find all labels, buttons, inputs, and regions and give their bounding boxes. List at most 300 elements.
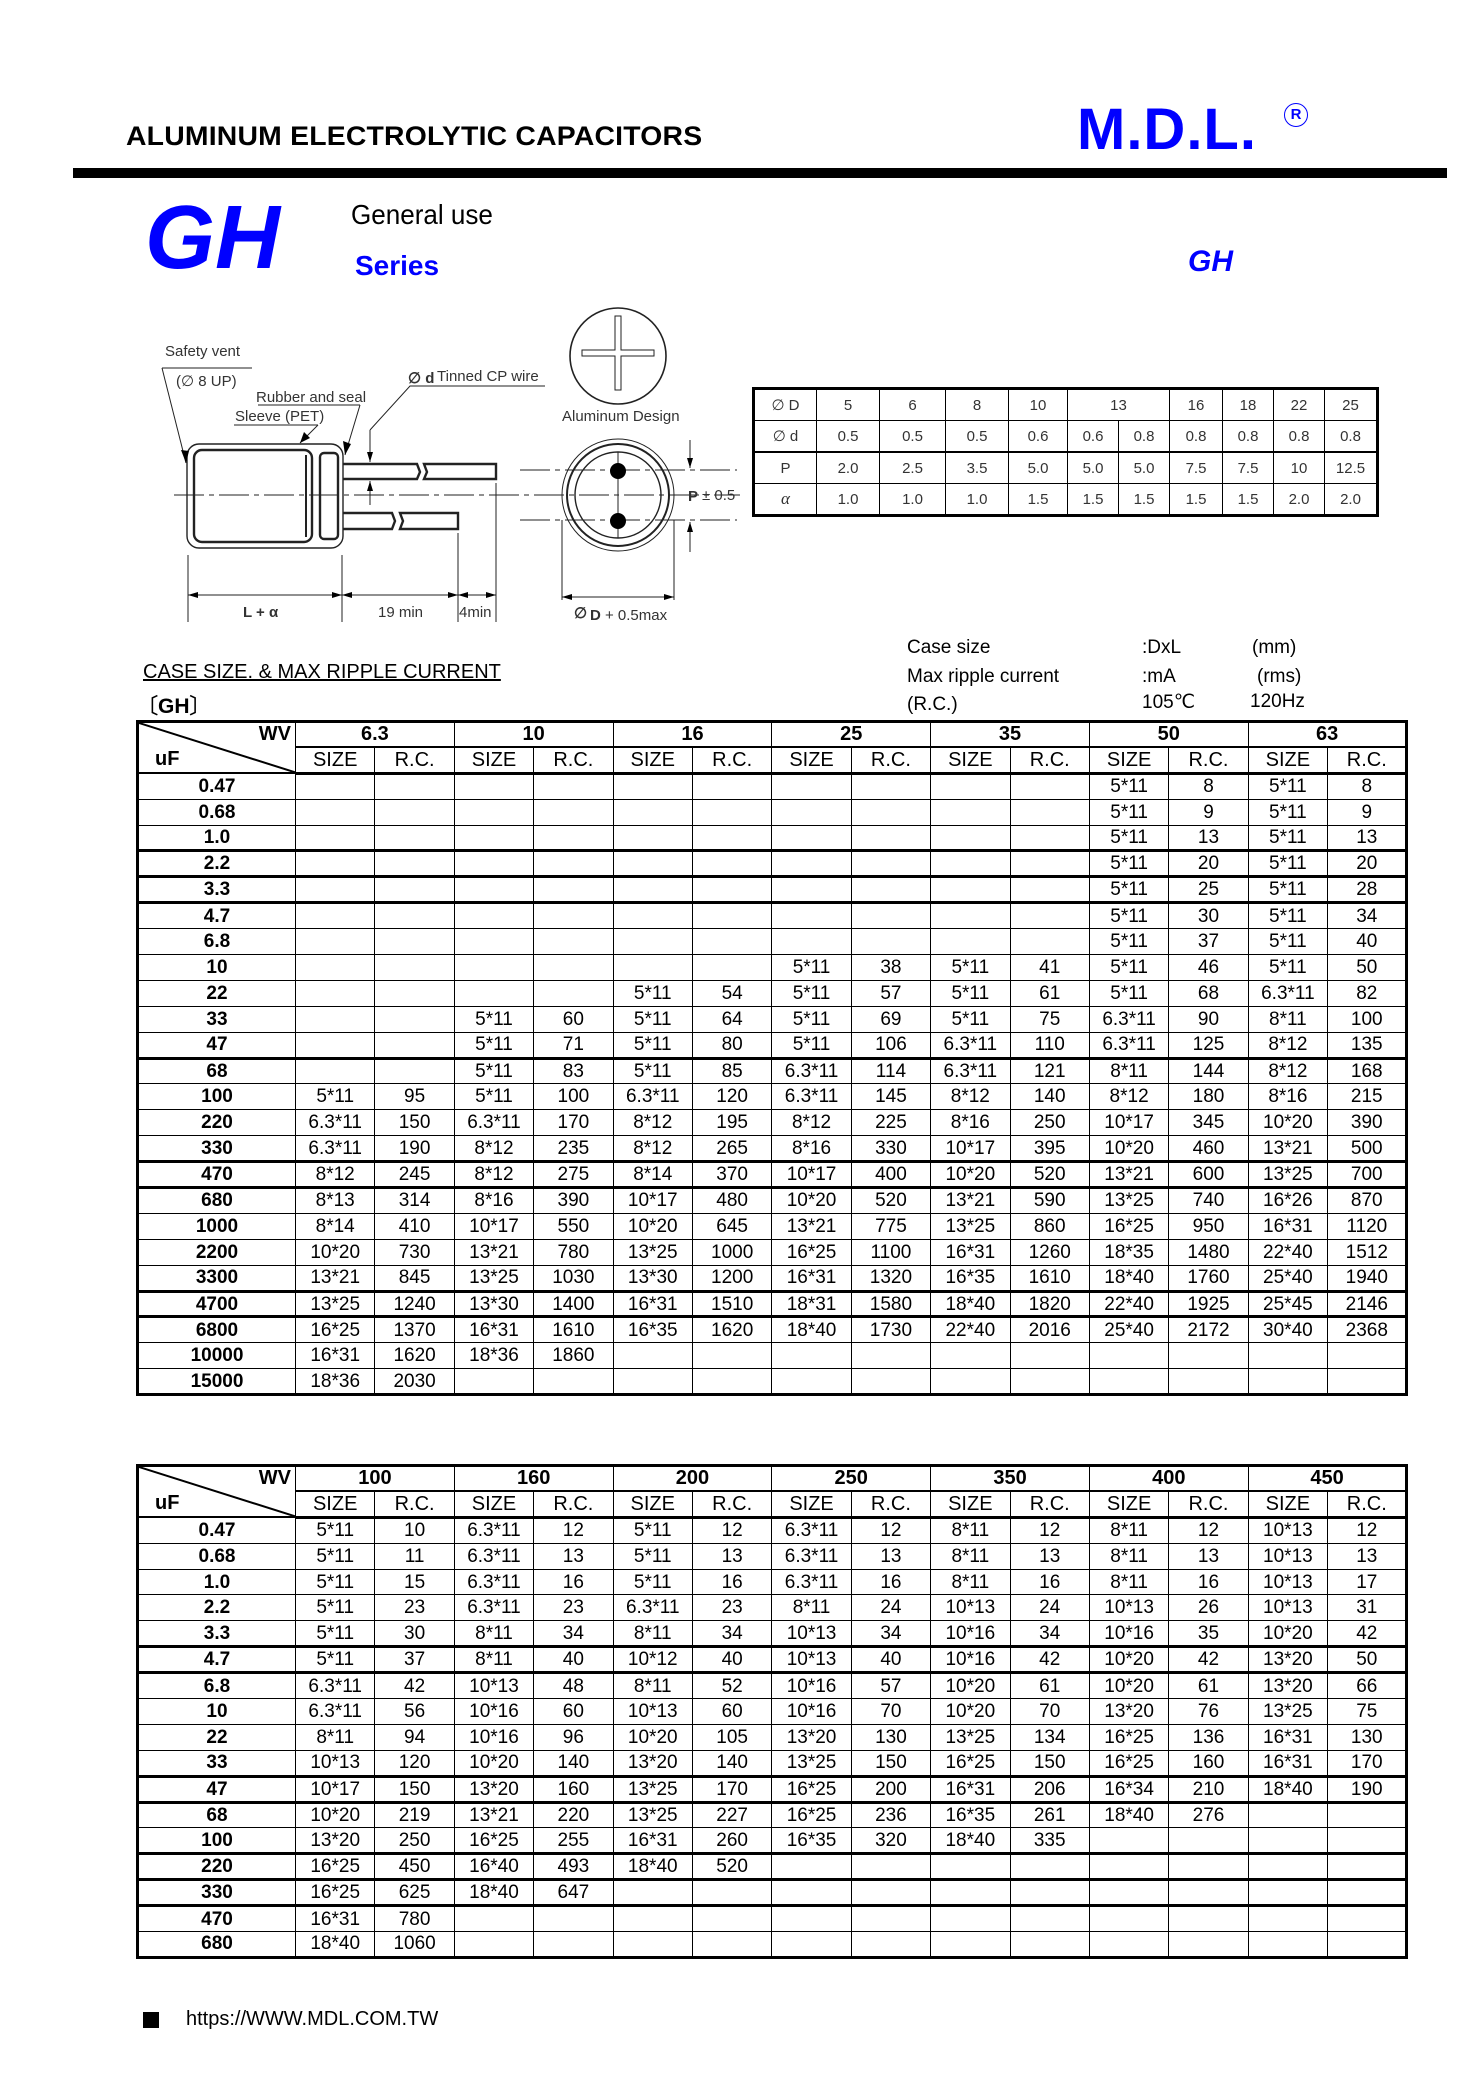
table-row <box>138 1828 1407 1854</box>
ripple-current-cell <box>851 1932 930 1958</box>
ripple-current-cell: 54 <box>692 980 771 1006</box>
rc-header: R.C. <box>375 747 454 773</box>
website-link[interactable]: https://WWW.MDL.COM.TW <box>186 2008 439 2030</box>
ripple-current-cell: 20 <box>1328 851 1407 877</box>
ripple-current-cell: 236 <box>851 1802 930 1828</box>
ripple-current-cell <box>534 1369 613 1395</box>
capacitance-cell: 680 <box>138 1932 296 1958</box>
voltage-header: 400 <box>1089 1466 1248 1492</box>
table-row <box>138 1517 1407 1543</box>
table-row <box>138 1647 1407 1673</box>
table-row <box>138 1136 1407 1162</box>
dim-cell: 16 <box>1170 389 1223 421</box>
ripple-current-cell: 950 <box>1169 1213 1248 1239</box>
size-cell: 10*20 <box>931 1673 1010 1699</box>
size-cell: 10*20 <box>613 1213 692 1239</box>
size-cell: 13*25 <box>1248 1699 1327 1725</box>
size-cell: 16*35 <box>613 1317 692 1343</box>
ripple-current-cell: 370 <box>692 1162 771 1188</box>
ripple-current-cell: 13 <box>1169 825 1248 851</box>
size-cell: 13*25 <box>613 1776 692 1802</box>
ripple-table-low-voltage <box>136 720 1408 1396</box>
table-row <box>138 1265 1407 1291</box>
dim-cell: 0.8 <box>1119 421 1170 453</box>
ripple-current-cell: 261 <box>1010 1802 1089 1828</box>
size-cell: 16*31 <box>454 1317 533 1343</box>
ripple-current-cell <box>692 929 771 955</box>
ripple-current-cell <box>534 877 613 903</box>
ripple-current-cell: 700 <box>1328 1162 1407 1188</box>
voltage-header: 200 <box>613 1466 772 1492</box>
capacitance-cell: 47 <box>138 1776 296 1802</box>
size-cell: 5*11 <box>1089 955 1168 981</box>
size-cell: 13*25 <box>613 1802 692 1828</box>
size-cell: 10*20 <box>1089 1673 1168 1699</box>
label-dia-symbol: ∅ <box>574 605 588 622</box>
capacitance-cell: 15000 <box>138 1369 296 1395</box>
ripple-current-cell <box>692 851 771 877</box>
ripple-current-cell: 190 <box>1328 1776 1407 1802</box>
size-cell <box>931 825 1010 851</box>
size-cell <box>1248 1880 1327 1906</box>
ripple-current-cell <box>851 929 930 955</box>
size-cell: 5*11 <box>772 955 851 981</box>
ripple-current-cell <box>1010 1932 1089 1958</box>
ripple-current-cell <box>851 877 930 903</box>
ripple-current-cell: 13 <box>851 1543 930 1569</box>
capacitance-cell: 4.7 <box>138 903 296 929</box>
brand-logo: M.D.L. <box>1077 97 1257 162</box>
header-row-voltage <box>138 1466 1407 1492</box>
size-cell: 13*25 <box>931 1213 1010 1239</box>
ripple-current-cell: 13 <box>534 1543 613 1569</box>
ripple-current-cell: 168 <box>1328 1058 1407 1084</box>
ripple-current-cell: 520 <box>692 1854 771 1880</box>
table-row <box>138 903 1407 929</box>
voltage-header: 50 <box>1089 722 1248 748</box>
size-cell <box>613 1906 692 1932</box>
dim-cell: 13 <box>1068 389 1170 421</box>
ripple-current-cell: 80 <box>692 1032 771 1058</box>
ripple-current-cell: 76 <box>1169 1699 1248 1725</box>
size-cell: 10*20 <box>613 1724 692 1750</box>
label-vent-size: (∅ 8 UP) <box>176 373 237 390</box>
capacitance-cell: 4700 <box>138 1291 296 1317</box>
voltage-header: 160 <box>454 1466 613 1492</box>
voltage-header: 350 <box>931 1466 1090 1492</box>
ripple-current-cell: 130 <box>851 1724 930 1750</box>
ripple-current-cell: 250 <box>375 1828 454 1854</box>
ripple-current-cell: 2030 <box>375 1369 454 1395</box>
size-cell: 8*11 <box>1089 1543 1168 1569</box>
ripple-current-cell <box>1010 773 1089 799</box>
ripple-current-cell: 625 <box>375 1880 454 1906</box>
size-cell: 5*11 <box>613 1032 692 1058</box>
ripple-current-cell <box>1328 1906 1407 1932</box>
label-wire: Tinned CP wire <box>437 368 539 385</box>
ripple-current-cell <box>534 1906 613 1932</box>
capacitance-cell: 33 <box>138 1006 296 1032</box>
ripple-current-cell <box>375 903 454 929</box>
size-cell: 10*17 <box>931 1136 1010 1162</box>
size-cell: 5*11 <box>1089 851 1168 877</box>
size-cell: 6.3*11 <box>772 1543 851 1569</box>
dim-cell: 12.5 <box>1325 452 1378 484</box>
size-cell: 8*12 <box>931 1084 1010 1110</box>
ripple-current-cell: 314 <box>375 1188 454 1214</box>
size-cell <box>931 1343 1010 1369</box>
ripple-current-cell <box>692 1880 771 1906</box>
rc-header: R.C. <box>534 747 613 773</box>
aluminum-design-top <box>570 308 666 404</box>
ripple-current-cell: 550 <box>534 1213 613 1239</box>
ripple-current-cell: 94 <box>375 1724 454 1750</box>
ripple-current-cell: 60 <box>534 1699 613 1725</box>
ripple-current-cell: 8 <box>1328 773 1407 799</box>
legend-frequency: 120Hz <box>1250 691 1305 712</box>
capacitance-cell: 100 <box>138 1084 296 1110</box>
dim-cell: 1.0 <box>817 484 880 516</box>
size-cell: 18*40 <box>296 1932 375 1958</box>
size-cell <box>1248 1802 1327 1828</box>
ripple-current-cell: 2172 <box>1169 1317 1248 1343</box>
size-cell: 10*17 <box>296 1776 375 1802</box>
ripple-current-cell: 12 <box>851 1517 930 1543</box>
ripple-current-cell: 40 <box>692 1647 771 1673</box>
ripple-current-cell: 34 <box>692 1621 771 1647</box>
label-wire-symbol: ∅ d <box>408 370 435 387</box>
document-title: ALUMINUM ELECTROLYTIC CAPACITORS <box>126 121 703 151</box>
ripple-current-cell: 140 <box>692 1750 771 1776</box>
ripple-current-cell: 190 <box>375 1136 454 1162</box>
capacitance-cell: 330 <box>138 1136 296 1162</box>
size-cell <box>613 929 692 955</box>
voltage-header: 250 <box>772 1466 931 1492</box>
size-cell: 10*16 <box>454 1699 533 1725</box>
size-cell <box>772 799 851 825</box>
size-cell: 5*11 <box>1089 877 1168 903</box>
table-row <box>138 877 1407 903</box>
size-cell: 13*25 <box>454 1265 533 1291</box>
voltage-header: 35 <box>931 722 1090 748</box>
size-header: SIZE <box>454 747 533 773</box>
size-cell: 6.3*11 <box>613 1595 692 1621</box>
rubber-seal <box>320 453 338 539</box>
size-cell: 10*17 <box>454 1213 533 1239</box>
ripple-current-cell <box>534 825 613 851</box>
ripple-current-cell <box>1010 1369 1089 1395</box>
size-cell <box>1089 1828 1168 1854</box>
size-cell <box>772 851 851 877</box>
size-cell: 8*16 <box>454 1188 533 1214</box>
size-cell: 18*36 <box>296 1369 375 1395</box>
size-cell: 13*21 <box>454 1239 533 1265</box>
size-cell: 5*11 <box>613 1006 692 1032</box>
ripple-current-cell: 320 <box>851 1828 930 1854</box>
capacitance-cell: 47 <box>138 1032 296 1058</box>
ripple-current-cell <box>1010 1854 1089 1880</box>
ripple-current-cell: 12 <box>1328 1517 1407 1543</box>
capacitance-cell: 2.2 <box>138 851 296 877</box>
legend-ripple-label: Max ripple current <box>907 666 1060 687</box>
capacitance-cell: 6.8 <box>138 1673 296 1699</box>
dim-cell: 10 <box>1009 389 1068 421</box>
ripple-current-cell: 1940 <box>1328 1265 1407 1291</box>
ripple-current-cell <box>534 980 613 1006</box>
dim-cell: 8 <box>946 389 1009 421</box>
ripple-current-cell: 2146 <box>1328 1291 1407 1317</box>
size-cell: 6.3*11 <box>296 1673 375 1699</box>
ripple-current-cell <box>851 1854 930 1880</box>
size-cell: 6.3*11 <box>1248 980 1327 1006</box>
size-cell <box>296 1058 375 1084</box>
size-cell: 6.3*11 <box>454 1517 533 1543</box>
ripple-current-cell: 60 <box>534 1006 613 1032</box>
dim-cell: 0.6 <box>1009 421 1068 453</box>
size-cell: 8*11 <box>1089 1569 1168 1595</box>
ripple-current-cell: 245 <box>375 1162 454 1188</box>
ripple-current-cell: 1120 <box>1328 1213 1407 1239</box>
ripple-current-cell: 9 <box>1169 799 1248 825</box>
capacitance-cell: 330 <box>138 1880 296 1906</box>
size-cell: 5*11 <box>1248 903 1327 929</box>
size-cell <box>296 929 375 955</box>
table-row <box>138 1569 1407 1595</box>
size-cell: 18*31 <box>772 1291 851 1317</box>
label-4min: 4min <box>459 604 492 621</box>
size-header: SIZE <box>1248 1491 1327 1517</box>
size-cell <box>1089 1369 1168 1395</box>
size-cell: 5*11 <box>931 980 1010 1006</box>
ripple-current-cell: 85 <box>692 1058 771 1084</box>
ripple-current-cell: 1580 <box>851 1291 930 1317</box>
ripple-current-cell: 200 <box>851 1776 930 1802</box>
ripple-current-cell: 23 <box>692 1595 771 1621</box>
ripple-current-cell: 219 <box>375 1802 454 1828</box>
size-cell: 16*31 <box>613 1291 692 1317</box>
size-header: SIZE <box>296 747 375 773</box>
ripple-current-cell: 30 <box>1169 903 1248 929</box>
ripple-current-cell: 460 <box>1169 1136 1248 1162</box>
size-cell <box>931 903 1010 929</box>
size-cell <box>613 955 692 981</box>
ripple-current-cell: 75 <box>1328 1699 1407 1725</box>
size-cell <box>931 1369 1010 1395</box>
size-cell: 10*13 <box>931 1595 1010 1621</box>
ripple-current-cell: 1100 <box>851 1239 930 1265</box>
dim-cell: 7.5 <box>1170 452 1223 484</box>
ripple-current-cell: 13 <box>692 1543 771 1569</box>
size-header: SIZE <box>1089 1491 1168 1517</box>
ripple-current-cell <box>1328 1828 1407 1854</box>
size-cell: 10*13 <box>1089 1595 1168 1621</box>
ripple-current-cell: 61 <box>1010 1673 1089 1699</box>
size-cell: 8*12 <box>454 1136 533 1162</box>
ripple-current-cell: 66 <box>1328 1673 1407 1699</box>
size-cell: 13*20 <box>1248 1673 1327 1699</box>
size-cell: 13*25 <box>772 1750 851 1776</box>
size-cell <box>454 1932 533 1958</box>
dim-cell: 0.8 <box>1325 421 1378 453</box>
size-cell: 10*17 <box>1089 1110 1168 1136</box>
legend-case-size-unit: :DxL <box>1142 637 1182 658</box>
ripple-current-cell <box>1169 1906 1248 1932</box>
ripple-current-cell: 90 <box>1169 1006 1248 1032</box>
ripple-current-cell: 20 <box>1169 851 1248 877</box>
size-cell: 25*45 <box>1248 1291 1327 1317</box>
size-cell: 10*12 <box>613 1647 692 1673</box>
ripple-current-cell: 57 <box>851 1673 930 1699</box>
size-cell: 8*16 <box>931 1110 1010 1136</box>
size-cell <box>454 1369 533 1395</box>
ripple-current-cell <box>1169 1828 1248 1854</box>
size-cell: 10*13 <box>772 1647 851 1673</box>
size-cell: 10*13 <box>296 1750 375 1776</box>
table-row <box>138 1776 1407 1802</box>
size-cell: 6.3*11 <box>613 1084 692 1110</box>
ripple-current-cell: 41 <box>1010 955 1089 981</box>
size-cell: 16*25 <box>1089 1724 1168 1750</box>
size-cell: 5*11 <box>772 1006 851 1032</box>
size-cell: 6.3*11 <box>454 1110 533 1136</box>
size-cell: 13*20 <box>1248 1647 1327 1673</box>
size-cell: 13*21 <box>772 1213 851 1239</box>
size-cell: 5*11 <box>1248 955 1327 981</box>
ripple-current-cell: 645 <box>692 1213 771 1239</box>
ripple-current-cell <box>692 1932 771 1958</box>
series-name: GH <box>145 188 280 288</box>
registered-mark-icon: R <box>1284 103 1308 127</box>
ripple-current-cell <box>692 1906 771 1932</box>
dim-cell: 2.0 <box>1274 484 1325 516</box>
size-cell <box>1089 1880 1168 1906</box>
ripple-current-cell <box>1169 1880 1248 1906</box>
dim-cell: 0.5 <box>946 421 1009 453</box>
table-row <box>138 1239 1407 1265</box>
size-cell: 16*31 <box>931 1239 1010 1265</box>
voltage-header: 10 <box>454 722 613 748</box>
size-cell: 8*11 <box>931 1543 1010 1569</box>
size-cell: 5*11 <box>613 1517 692 1543</box>
size-cell: 13*21 <box>931 1188 1010 1214</box>
size-cell <box>1089 1932 1168 1958</box>
table-row <box>138 1724 1407 1750</box>
capacitance-cell: 3.3 <box>138 877 296 903</box>
ripple-current-cell: 24 <box>851 1595 930 1621</box>
size-cell: 13*21 <box>1089 1162 1168 1188</box>
dim-label: P <box>754 452 817 484</box>
table-row <box>138 1699 1407 1725</box>
capacitor-body <box>194 450 312 542</box>
dim-cell: 1.5 <box>1068 484 1119 516</box>
ripple-current-cell: 30 <box>375 1621 454 1647</box>
size-cell: 16*25 <box>931 1750 1010 1776</box>
size-cell <box>613 903 692 929</box>
size-header: SIZE <box>772 1491 851 1517</box>
label-safety-vent: Safety vent <box>165 343 241 360</box>
ripple-current-cell: 40 <box>851 1647 930 1673</box>
capacitance-cell: 0.47 <box>138 1517 296 1543</box>
series-subtitle: General use <box>351 199 493 230</box>
size-cell: 25*40 <box>1089 1317 1168 1343</box>
size-cell: 10*13 <box>1248 1569 1327 1595</box>
size-cell <box>454 799 533 825</box>
ripple-current-cell: 390 <box>534 1188 613 1214</box>
ripple-current-cell <box>1169 1343 1248 1369</box>
size-cell <box>1248 1343 1327 1369</box>
table-row <box>138 1369 1407 1395</box>
ripple-current-cell: 135 <box>1328 1032 1407 1058</box>
ripple-current-cell <box>1010 903 1089 929</box>
ripple-current-cell: 48 <box>534 1673 613 1699</box>
ripple-current-cell <box>1010 799 1089 825</box>
size-cell: 8*11 <box>613 1621 692 1647</box>
ripple-current-cell: 125 <box>1169 1032 1248 1058</box>
ripple-current-cell <box>1010 825 1089 851</box>
ripple-table-high-voltage <box>136 1464 1408 1959</box>
dim-cell: 1.0 <box>946 484 1009 516</box>
legend-rc-label: (R.C.) <box>907 694 958 715</box>
ripple-current-cell: 130 <box>1328 1724 1407 1750</box>
ripple-current-cell <box>692 1369 771 1395</box>
ripple-current-cell: 493 <box>534 1854 613 1880</box>
size-cell <box>772 773 851 799</box>
ripple-current-cell <box>851 1343 930 1369</box>
size-cell: 8*11 <box>931 1569 1010 1595</box>
size-cell: 16*25 <box>454 1828 533 1854</box>
table-row <box>138 1750 1407 1776</box>
size-cell: 5*11 <box>613 1569 692 1595</box>
size-cell: 8*11 <box>931 1517 1010 1543</box>
header-row-voltage <box>138 722 1407 748</box>
ripple-current-cell: 34 <box>534 1621 613 1647</box>
size-cell <box>1248 1906 1327 1932</box>
ripple-current-cell: 145 <box>851 1084 930 1110</box>
capacitance-cell: 3.3 <box>138 1621 296 1647</box>
size-cell: 5*11 <box>296 1621 375 1647</box>
size-cell <box>454 980 533 1006</box>
ripple-current-cell: 780 <box>534 1239 613 1265</box>
ripple-current-cell: 25 <box>1169 877 1248 903</box>
size-cell <box>931 1932 1010 1958</box>
voltage-header: 25 <box>772 722 931 748</box>
ripple-current-cell: 42 <box>1010 1647 1089 1673</box>
table-row <box>138 1084 1407 1110</box>
size-header: SIZE <box>613 1491 692 1517</box>
size-cell: 8*11 <box>1248 1006 1327 1032</box>
size-cell: 6.3*11 <box>454 1595 533 1621</box>
ripple-current-cell <box>375 877 454 903</box>
size-cell: 8*11 <box>772 1595 851 1621</box>
size-cell: 10*13 <box>1248 1517 1327 1543</box>
ripple-current-cell: 144 <box>1169 1058 1248 1084</box>
voltage-header: 16 <box>613 722 772 748</box>
ripple-current-cell: 50 <box>1328 1647 1407 1673</box>
size-cell: 5*11 <box>454 1084 533 1110</box>
wv-label: WV <box>258 723 291 745</box>
label-dia-tol: + 0.5max <box>605 607 668 624</box>
size-header: SIZE <box>1089 747 1168 773</box>
size-cell: 13*20 <box>296 1828 375 1854</box>
size-cell: 10*20 <box>296 1239 375 1265</box>
size-cell <box>772 1343 851 1369</box>
size-cell <box>454 955 533 981</box>
ripple-current-cell: 16 <box>1010 1569 1089 1595</box>
legend-case-size-note: (mm) <box>1252 637 1297 658</box>
label-p-tol: ± 0.5 <box>702 487 736 504</box>
ripple-current-cell: 410 <box>375 1213 454 1239</box>
size-cell: 5*11 <box>1089 825 1168 851</box>
